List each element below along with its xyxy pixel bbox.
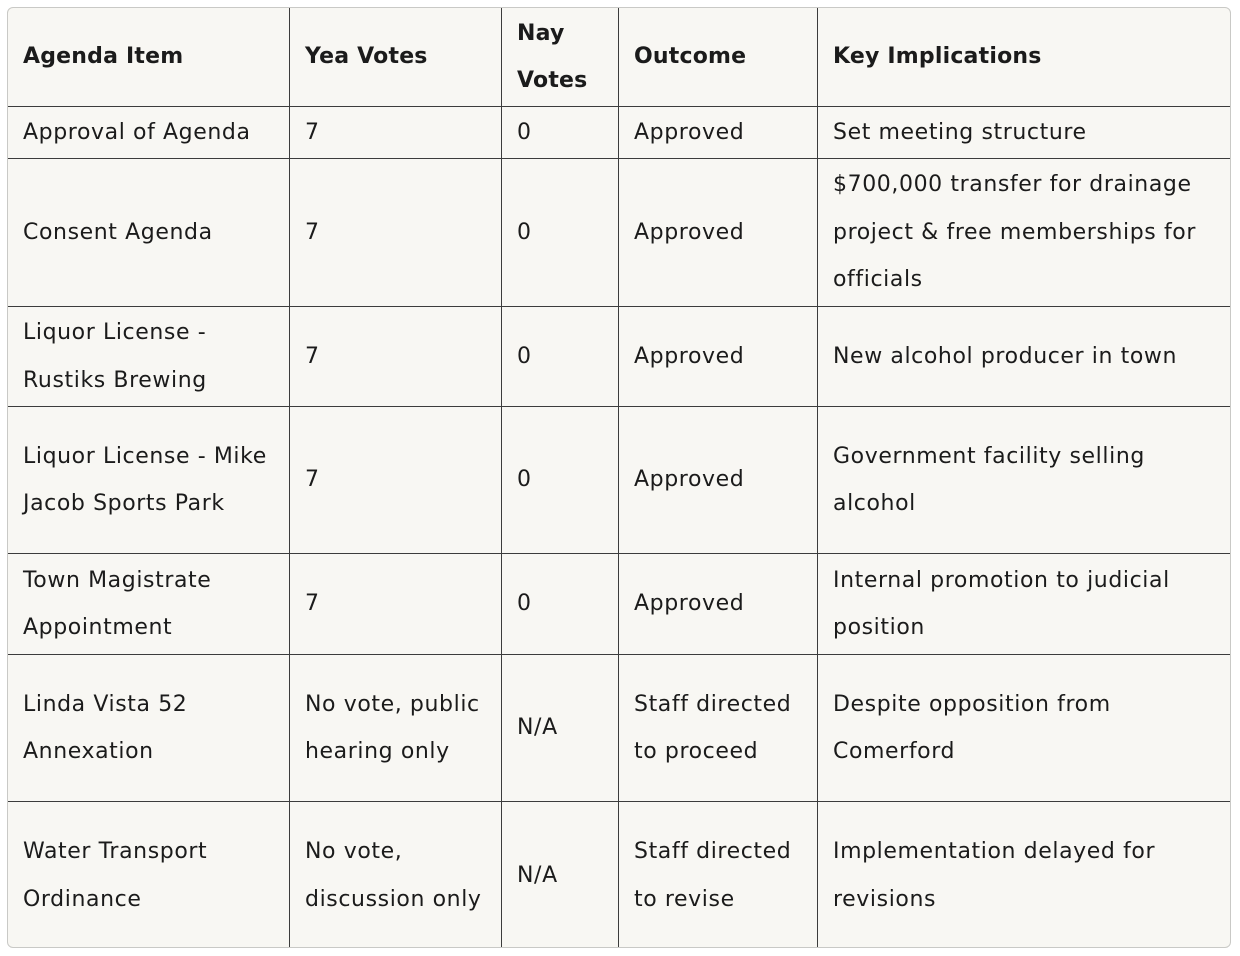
header-agenda-item: Agenda Item [8, 8, 290, 107]
table-row [8, 655, 1232, 802]
cell-nay-votes: 0 [502, 307, 619, 407]
table-container [7, 7, 1231, 948]
cell-nay-votes: 0 [502, 159, 619, 307]
cell-outcome: Approved [619, 407, 818, 554]
cell-agenda-item: Town Magistrate Appointment [8, 554, 290, 655]
cell-yea-votes: 7 [290, 554, 502, 655]
cell-outcome: Staff directed to revise [619, 802, 818, 949]
table-row [8, 307, 1232, 407]
cell-key-implications: Set meeting structure [818, 107, 1232, 159]
cell-key-implications: Despite opposition from Comerford [818, 655, 1232, 802]
header-nay-votes: Nay Votes [502, 8, 619, 107]
cell-agenda-item: Approval of Agenda [8, 107, 290, 159]
cell-key-implications: Implementation delayed for revisions [818, 802, 1232, 949]
cell-agenda-item: Linda Vista 52 Annexation [8, 655, 290, 802]
cell-key-implications: Government facility selling alcohol [818, 407, 1232, 554]
cell-nay-votes: 0 [502, 407, 619, 554]
cell-yea-votes: 7 [290, 307, 502, 407]
table-row [8, 802, 1232, 949]
cell-nay-votes: 0 [502, 554, 619, 655]
cell-yea-votes: 7 [290, 407, 502, 554]
header-key-implications: Key Implications [818, 8, 1232, 107]
cell-outcome: Approved [619, 159, 818, 307]
table-row [8, 554, 1232, 655]
cell-yea-votes: No vote, discussion only [290, 802, 502, 949]
cell-nay-votes: N/A [502, 802, 619, 949]
cell-key-implications: Internal promotion to judicial position [818, 554, 1232, 655]
cell-key-implications: $700,000 transfer for drainage project & free memberships for officials [818, 159, 1232, 307]
cell-outcome: Approved [619, 307, 818, 407]
cell-nay-votes: N/A [502, 655, 619, 802]
table-row [8, 407, 1232, 554]
cell-yea-votes: 7 [290, 107, 502, 159]
cell-outcome: Staff directed to proceed [619, 655, 818, 802]
header-outcome: Outcome [619, 8, 818, 107]
cell-agenda-item: Liquor License - Mike Jacob Sports Park [8, 407, 290, 554]
cell-agenda-item: Water Transport Ordinance [8, 802, 290, 949]
table-row [8, 159, 1232, 307]
cell-yea-votes: No vote, public hearing only [290, 655, 502, 802]
cell-outcome: Approved [619, 554, 818, 655]
cell-yea-votes: 7 [290, 159, 502, 307]
header-row [8, 8, 1232, 107]
table-row [8, 107, 1232, 159]
cell-key-implications: New alcohol producer in town [818, 307, 1232, 407]
cell-agenda-item: Consent Agenda [8, 159, 290, 307]
cell-outcome: Approved [619, 107, 818, 159]
agenda-table [7, 7, 1231, 948]
cell-agenda-item: Liquor License - Rustiks Brewing [8, 307, 290, 407]
cell-nay-votes: 0 [502, 107, 619, 159]
header-yea-votes: Yea Votes [290, 8, 502, 107]
